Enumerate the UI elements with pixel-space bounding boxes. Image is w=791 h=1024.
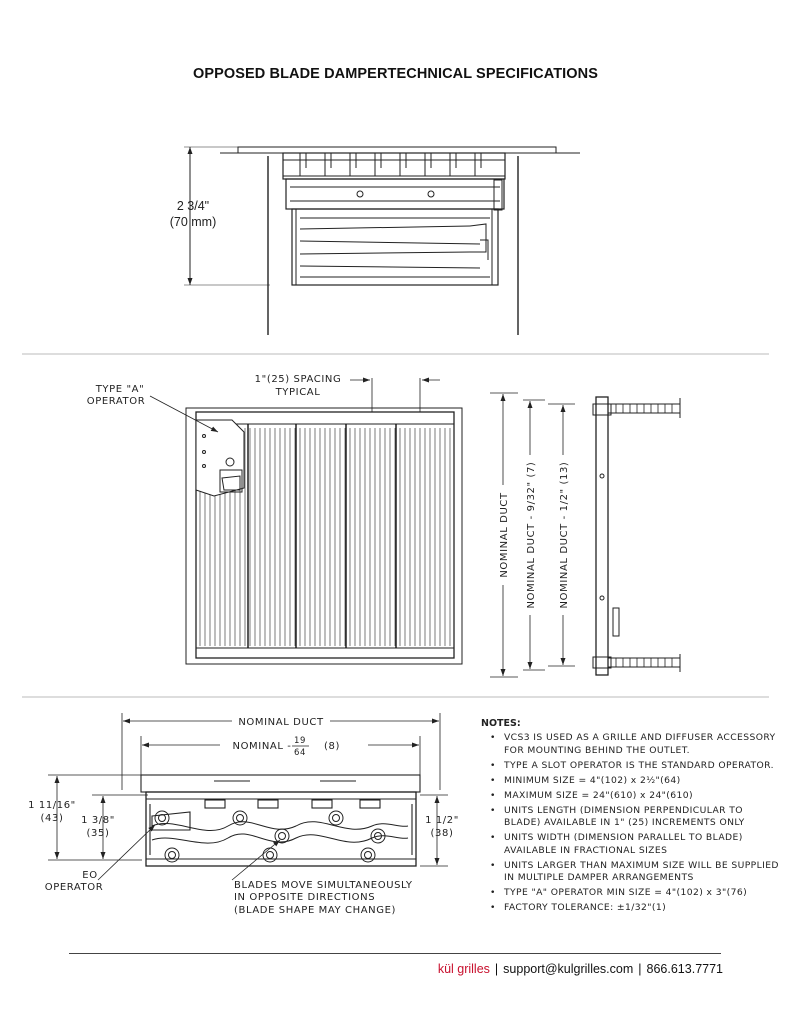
footer <box>438 962 723 976</box>
svg-text:OPERATOR: OPERATOR <box>44 882 104 893</box>
svg-text:BLADES MOVE SIMULTANEOUSLY: BLADES MOVE SIMULTANEOUSLY <box>234 880 413 891</box>
svg-text:1"(25) SPACING: 1"(25) SPACING <box>254 374 342 385</box>
svg-text:EO: EO <box>82 870 98 881</box>
footer-separator: | <box>494 962 499 976</box>
pivot-inner <box>267 852 274 859</box>
support-email-link[interactable]: support@kulgrilles.com <box>503 962 634 976</box>
notes-header: NOTES: <box>481 718 521 729</box>
pivot-inner <box>333 815 340 822</box>
svg-text:IN OPPOSITE DIRECTIONS: IN OPPOSITE DIRECTIONS <box>234 892 376 903</box>
note-item: • FACTORY TOLERANCE: ±1/32"(1) <box>490 902 781 915</box>
note-item: • TYPE A SLOT OPERATOR IS THE STANDARD OPERATOR. <box>490 760 781 773</box>
pivot-outer <box>361 848 375 862</box>
note-item: • VCS3 IS USED AS A GRILLE AND DIFFUSER ACCESSORY FOR MOUNTING BEHIND THE OUTLET. <box>490 732 781 757</box>
note-item: • TYPE "A" OPERATOR MIN SIZE = 4"(102) x 3"(76) <box>490 887 781 900</box>
top-section-view <box>184 147 580 335</box>
svg-text:TYPE "A": TYPE "A" <box>95 384 145 395</box>
brand-name: kül grilles <box>437 962 490 976</box>
front-view-labels <box>87 374 342 407</box>
bottom-section-view <box>141 775 420 866</box>
svg-text:NOMINAL DUCT: NOMINAL DUCT <box>499 492 510 578</box>
side-view-ribs <box>616 404 672 667</box>
type-a-operator-graphic <box>196 420 244 496</box>
note-item: • UNITS LENGTH (DIMENSION PERPENDICULAR TO BLADE) AVAILABLE IN 1" (25) INCREMENTS ONLY <box>490 805 781 830</box>
pivot-outer <box>263 848 277 862</box>
svg-text:(70 mm): (70 mm) <box>169 215 217 229</box>
pivot-inner <box>365 852 372 859</box>
footer-separator: | <box>638 962 642 976</box>
notes-list <box>481 732 781 915</box>
svg-text:(BLADE SHAPE MAY CHANGE): (BLADE SHAPE MAY CHANGE) <box>234 905 397 916</box>
pivot-outer <box>155 811 169 825</box>
pivot-outer <box>329 811 343 825</box>
vertical-dimension-labels <box>497 455 570 615</box>
pivot-inner <box>237 815 244 822</box>
louver-ribs <box>300 153 481 176</box>
svg-text:(8): (8) <box>324 741 340 752</box>
pivot-outer <box>233 811 247 825</box>
pivot-outer <box>165 848 179 862</box>
pivot-inner <box>159 815 166 822</box>
svg-text:OPERATOR: OPERATOR <box>86 396 146 407</box>
pivot-inner <box>169 852 176 859</box>
svg-text:(38): (38) <box>430 828 454 839</box>
svg-text:2 3/4": 2 3/4" <box>176 199 210 213</box>
note-item: • UNITS LARGER THAN MAXIMUM SIZE WILL BE SUPPLIED IN MULTIPLE DAMPER ARRANGEMENTS <box>490 860 781 885</box>
bottom-labels <box>28 714 459 916</box>
notes-panel <box>481 718 781 917</box>
note-item: • MAXIMUM SIZE = 24"(610) x 24"(610) <box>490 790 781 803</box>
svg-text:TYPICAL: TYPICAL <box>275 387 321 398</box>
svg-text:1 1/2": 1 1/2" <box>425 815 459 826</box>
svg-text:NOMINAL DUCT: NOMINAL DUCT <box>238 717 324 728</box>
svg-text:NOMINAL -: NOMINAL - <box>232 741 292 752</box>
note-item: • MINIMUM SIZE = 4"(102) x 2½"(64) <box>490 775 781 788</box>
svg-text:64: 64 <box>293 748 307 758</box>
footer-rule <box>69 953 721 954</box>
svg-text:1 11/16": 1 11/16" <box>28 800 76 811</box>
side-view <box>593 397 680 675</box>
svg-text:(35): (35) <box>86 828 110 839</box>
svg-text:NOMINAL DUCT - 1/2" (13): NOMINAL DUCT - 1/2" (13) <box>559 461 570 609</box>
height-dimension-label <box>170 199 217 229</box>
note-item: • UNITS WIDTH (DIMENSION PARALLEL TO BLADE) AVAILABLE IN FRACTIONAL SIZES <box>490 832 781 857</box>
svg-text:(43): (43) <box>40 813 64 824</box>
pivot-inner <box>279 833 286 840</box>
pivot-outer <box>275 829 289 843</box>
svg-text:19: 19 <box>293 736 307 746</box>
phone-number[interactable]: 866.613.7771 <box>646 962 723 976</box>
svg-text:NOMINAL DUCT - 9/32" (7): NOMINAL DUCT - 9/32" (7) <box>526 461 537 609</box>
page-title: OPPOSED BLADE DAMPERTECHNICAL SPECIFICATIONS <box>192 66 599 82</box>
svg-text:1 3/8": 1 3/8" <box>81 815 115 826</box>
